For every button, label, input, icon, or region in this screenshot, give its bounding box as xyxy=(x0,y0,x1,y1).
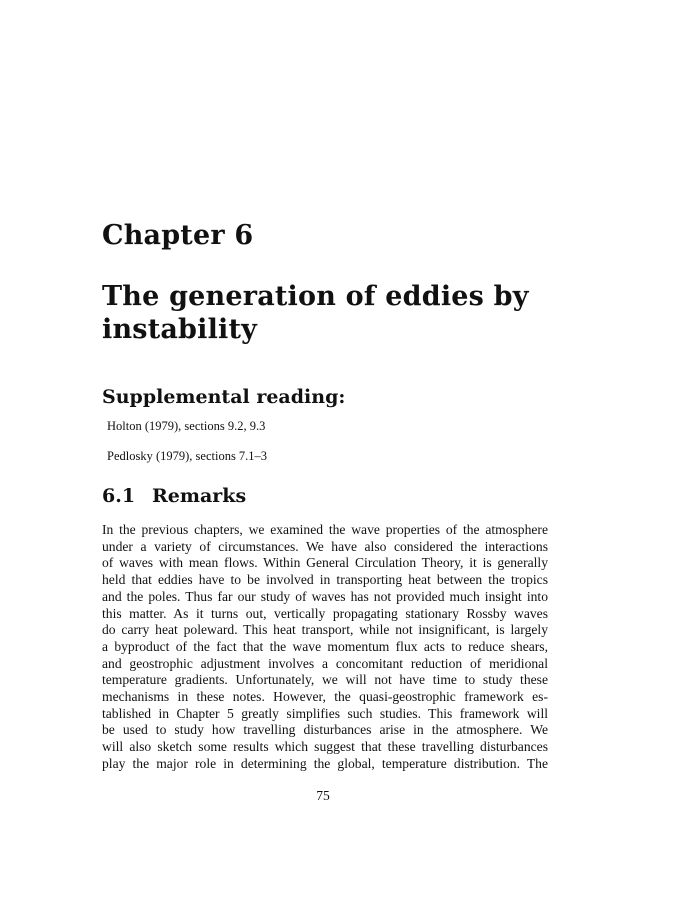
body-line: and the poles. Thus far our study of waves has not provided much insight into xyxy=(102,588,548,604)
reading-item-pedlosky: Pedlosky (1979), sections 7.1–3 xyxy=(107,449,268,463)
body-line: and geostrophic adjustment involves a concomitant reduction of meridional xyxy=(102,655,548,671)
section-heading xyxy=(102,485,246,507)
body-line: held that eddies have to be involved in transporting heat between the tropics xyxy=(102,572,548,588)
body-line: of waves with mean flows. Within General Circulation Theory, it is generally xyxy=(102,555,548,571)
chapter-title: The generation of eddies by instability xyxy=(102,281,529,345)
body-line: tablished in Chapter 5 greatly simplifies such studies. This framework will xyxy=(102,705,548,721)
body-line: temperature gradients. Unfortunately, we will not have time to study these xyxy=(102,672,548,688)
body-line: under a variety of circumstances. We have also considered the interactions xyxy=(102,538,548,554)
body-line: do carry heat poleward. This heat transport, while not insignificant, is largely xyxy=(102,622,548,638)
page-number: 75 xyxy=(316,788,330,803)
body-line: a byproduct of the fact that the wave momentum flux acts to reduce shears, xyxy=(102,638,548,654)
section-body xyxy=(102,522,548,773)
section-title: Remarks xyxy=(152,485,247,507)
body-line: be used to study how travelling disturbances arise in the atmosphere. We xyxy=(102,722,548,738)
body-line: play the major role in determining the global, temperature distribution. The xyxy=(102,755,548,771)
body-line: this matter. As it turns out, vertically propagating stationary Rossby waves xyxy=(102,605,548,621)
section-number: 6.1 xyxy=(102,485,136,507)
body-line: will also sketch some results which suggest that these travelling disturbances xyxy=(102,739,548,755)
reading-item-holton: Holton (1979), sections 9.2, 9.3 xyxy=(107,419,266,433)
body-line: In the previous chapters, we examined the wave properties of the atmosphere xyxy=(102,522,548,537)
chapter-label: Chapter 6 xyxy=(102,220,254,251)
supplemental-reading-heading: Supplemental reading: xyxy=(102,386,346,408)
body-line: mechanisms in these notes. However, the quasi-geostrophic framework es- xyxy=(102,689,548,705)
